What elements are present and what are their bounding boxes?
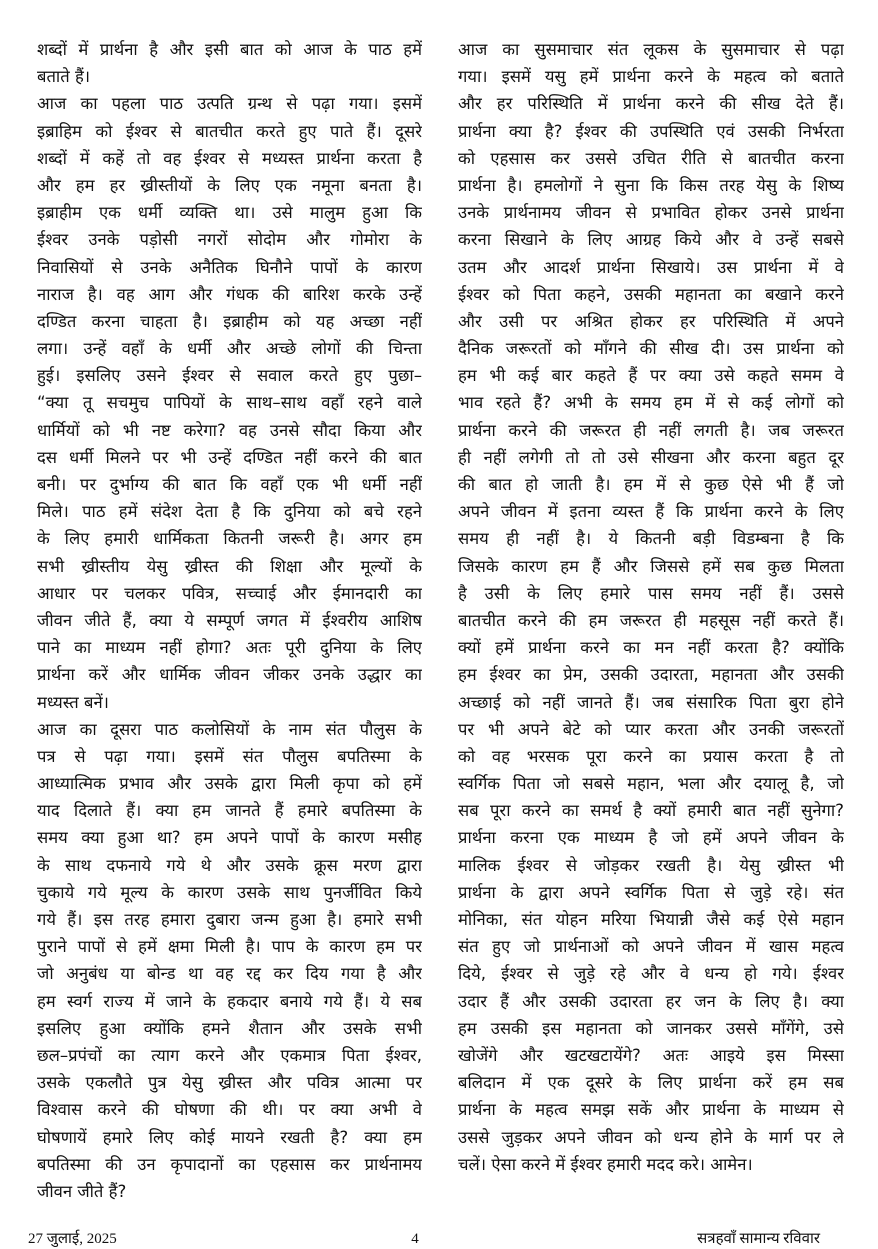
text-line: के साथ दफनाये गये थे और उसके क्रूस मरण द्वारा [37,855,422,875]
text-line: गया। इसमें यसु हमें प्रार्थना करने के महत्व को बताते [458,67,844,87]
text-line: मिले। पाठ हमें संदेश देता है कि दुनिया को बचे रहने [37,502,422,522]
text-line: चलें। ऐसा करने में ईश्वर हमारी मदद करे। आमेन। [458,1154,753,1174]
text-line: करना सिखाने के लिए आग्रह किये और वे उन्हें सबसे [458,230,844,250]
text-line: इब्राहीम एक धर्मी व्यक्ति था। उसे मालुम हुआ कि [37,203,422,223]
text-line: की बात हो जाती है। हम में से कुछ ऐसे भी हैं जो [458,475,844,494]
text-line: जो अनुबंध या बोन्ड था वह रद्द कर दिय गया है और [37,964,422,984]
text-line: छल–प्रपंचों का त्याग करने और एकमात्र पिता ईश्वर, [37,1045,422,1065]
text-line: इब्राहिम को ईश्वर से बातचीत करते हुए पाते हैं। दूसरे [37,121,422,141]
text-line: उतम और आदर्श प्रार्थना सिखाये। उस प्रार्थना में वे [458,257,844,277]
text-line: बताते हैं। [37,67,91,87]
text-line: दण्डित करना चाहता है। इब्राहीम को यह अच्छा नहीं [37,311,422,331]
text-line: जीवन जीते हैं? [37,1181,127,1201]
text-line: पाने का माध्यम नहीं होगा? अतः पूरी दुनिया के लिए [37,638,422,658]
text-line: आज का दूसरा पाठ कलोसियों के नाम संत पौलुस के [37,719,422,739]
text-line: हम भी कई बार कहते हैं पर क्या उसे कहते समम वे [458,366,844,386]
text-line: पत्र से पढ़ा गया। इसमें संत पौलुस बपतिस्मा के [37,746,422,766]
footer-page-number: 4 [411,1231,419,1248]
text-line: और उसी पर अश्रित होकर हर परिस्थिति में अपने [458,311,844,331]
text-line: और हर परिस्थिति में प्रार्थना करने की सीख देते हैं। [458,94,844,114]
text-line: समय ही नहीं है। ये कितनी बड़ी विडम्बना है कि [458,529,844,549]
text-line: संत हुए जो प्रार्थनाओं को अपने जीवन में खास महत्व [458,937,844,957]
text-line: पर भी अपने बेटे को प्यार करता और उनकी जरूरतों [458,719,844,739]
right-column [458,36,844,1178]
text-line: दैनिक जरूरतों को माँगने की सीख दी। उस प्रार्थना को [458,339,844,359]
text-line: खोजेंगे और खटखटायेंगे? अतः आइये इस मिस्सा [458,1045,844,1065]
text-line: प्रार्थना करें और धार्मिक जीवन जीकर उनके उद्धार का [37,665,422,685]
text-line: मोनिका, संत योहन मरिया भियान्नी जैसे कई ऐसे महान [458,910,844,929]
text-line: विश्वास करने की घोषणा की थी। पर क्या अभी वे [37,1100,422,1120]
text-line: याद दिलाते हैं। क्या हम जानते हैं हमारे बपतिस्मा के [37,801,422,821]
text-line: बपतिस्मा की उन कृपादानों का एहसास कर प्रार्थनामय [37,1154,422,1174]
text-line: उससे जुड़कर अपने जीवन को धन्य होने के मार्ग पर ले [458,1127,844,1147]
footer-occasion: सत्रहवाँ सामान्य रविवार [697,1231,820,1248]
text-line: उनके प्रार्थनामय जीवन से प्रभावित होकर उनसे प्रार्थना [458,203,844,223]
text-line: नाराज है। वह आग और गंधक की बारिश करके उन्हें [37,284,422,304]
text-line: इसलिए हुआ क्योंकि हमने शैतान और उसके सभी [37,1018,422,1038]
paragraph [37,90,422,715]
text-line: बातचीत करने की हम जरूरत ही महसूस नहीं करते हैं। [458,610,844,630]
text-line: प्रार्थना है। हमलोगों ने सुना कि किस तरह येसु के शिष्य [458,175,844,195]
text-line: ईश्वर उनके पड़ोसी नगरों सोदोम और गोमोरा के [37,230,422,250]
text-line: मालिक ईश्वर से जोड़कर रखती है। येसु ख्रीस्त भी [458,855,844,875]
text-line: हम स्वर्ग राज्य में जाने के हकदार बनाये गये हैं। ये सब [37,991,422,1011]
paragraph [37,36,422,90]
paragraph [458,36,844,1178]
text-line: प्रार्थना क्या है? ईश्वर की उपस्थिति एवं उसकी निर्भरता [458,121,844,141]
page-footer [0,1229,878,1249]
text-line: को एहसास कर उससे उचित रीति से बातचीत करना [458,148,844,168]
text-line: धार्मियों को भी नष्ट करेगा? वह उनसे सौदा किया और [37,420,422,440]
text-line: बलिदान में एक दूसरे के लिए प्रार्थना करें हम सब [458,1073,844,1093]
text-line: प्रार्थना के द्वारा अपने स्वर्गिक पिता से जुड़े रहे। संत [458,882,844,902]
text-line: घोषणायें हमारे लिए कोई मायने रखती है? क्या हम [37,1127,422,1147]
text-line: जिसके कारण हम हैं और जिससे हमें सब कुछ मिलता [458,556,844,576]
text-columns [0,36,878,1205]
text-line: प्रार्थना करना एक माध्यम है जो हमें अपने जीवन के [458,828,844,848]
text-line: हम उसकी इस महानता को जानकर उससे माँगेंगे, उसे [458,1018,844,1038]
text-line: शब्दों में प्रार्थना है और इसी बात को आज के पाठ हमें [37,40,422,59]
text-line: ही नहीं लगेगी तो तो उसे सीखना और करना बहुत दूर [458,447,844,467]
text-line: बनी। पर दुर्भाग्य की बात कि वहाँ एक भी धर्मी नहीं [37,475,422,494]
text-line: अपने जीवन में इतना व्यस्त हैं कि प्रार्थना करने के लिए [458,502,844,522]
text-line: दिये, ईश्वर से जुड़े रहे और वे धन्य हो गये। ईश्वर [458,964,844,984]
text-line: क्यों हमें प्रार्थना करने का मन नहीं करता है? क्योंकि [458,638,844,658]
text-line: सब पूरा करने का समर्थ है क्यों हमारी बात नहीं सुनेगा? [458,801,844,821]
text-line: के लिए हमारी धार्मिकता कितनी जरूरी है। अगर हम [37,529,422,549]
text-line: शब्दों में कहें तो वह ईश्वर से मध्यस्त प्रार्थना करता है [37,148,422,168]
text-line: आज का सुसमाचार संत लूकस के सुसमाचार से पढ़ा [458,40,844,59]
text-line: प्रार्थना करने की जरूरत ही नहीं लगती है। जब जरूरत [458,420,844,440]
text-line: आधार पर चलकर पवित्र, सच्चाई और ईमानदारी का [37,583,422,603]
text-line: “क्या तू सचमुच पापियों के साथ–साथ वहाँ रहने वाले [37,393,422,413]
text-line: दस धर्मी मिलने पर भी उन्हें दण्डित नहीं करने की बात [37,447,422,467]
text-line: पुराने पापों से हमें क्षमा मिली है। पाप के कारण हम पर [37,937,422,957]
text-line: हुई। इसलिए उसने ईश्वर से सवाल करते हुए पुछा– [37,366,422,386]
text-line: को वह भरसक पूरा करने का प्रयास करता है तो [458,746,844,766]
text-line: लगा। उन्हें वहाँ के धर्मी और अच्छे लोगों की चिन्ता [37,339,422,359]
text-line: ईश्वर को पिता कहने, उसकी महानता का बखाने करने [458,284,844,304]
text-line: सभी ख्रीस्तीय येसु ख्रीस्त की शिक्षा और मूल्यों के [37,556,422,576]
text-line: समय क्या हुआ था? हम अपने पापों के कारण मसीह [37,828,422,848]
text-line: स्वर्गिक पिता जो सबसे महान, भला और दयालू है, जो [458,774,844,794]
text-line: जीवन जीते हैं, क्या ये सम्पूर्ण जगत में ईश्वरीय आशिष [37,610,422,630]
text-line: आध्यात्मिक प्रभाव और उसके द्वारा मिली कृपा को हमें [37,774,422,794]
text-line: है उसी के लिए हमारे पास समय नहीं हैं। उससे [458,583,844,603]
text-line: अच्छाई को नहीं जानते हैं। जब संसारिक पिता बुरा होने [458,692,844,712]
text-line: उदार हैं और उसकी उदारता हर जन के लिए है। क्या [458,991,844,1011]
text-line: प्रार्थना के महत्व समझ सकें और प्रार्थना के माध्यम से [458,1100,844,1120]
left-column [37,36,422,1205]
paragraph [37,716,422,1205]
text-line: हम ईश्वर का प्रेम, उसकी उदारता, महानता और उसकी [458,665,844,685]
text-line: आज का पहला पाठ उत्पति ग्रन्थ से पढ़ा गया। इसमें [37,94,422,114]
text-line: भाव रहते हैं? अभी के समय हम में से कई लोगों को [458,393,844,413]
text-line: और हम हर ख्रीस्तीयों के लिए एक नमूना बनता है। [37,175,422,195]
text-line: गये हैं। इस तरह हमारा दुबारा जन्म हुआ है। हमारे सभी [37,910,422,929]
footer-date: 27 जुलाई, 2025 [28,1231,117,1248]
text-line: उसके एकलौते पुत्र येसु ख्रीस्त और पवित्र आत्मा पर [37,1073,422,1093]
text-line: मध्यस्त बनें। [37,692,109,712]
text-line: चुकाये गये मूल्य के कारण उसके साथ पुनर्जीवित किये [37,882,422,902]
text-line: निवासियों से उनके अनैतिक घिनौने पापों के कारण [37,257,422,277]
